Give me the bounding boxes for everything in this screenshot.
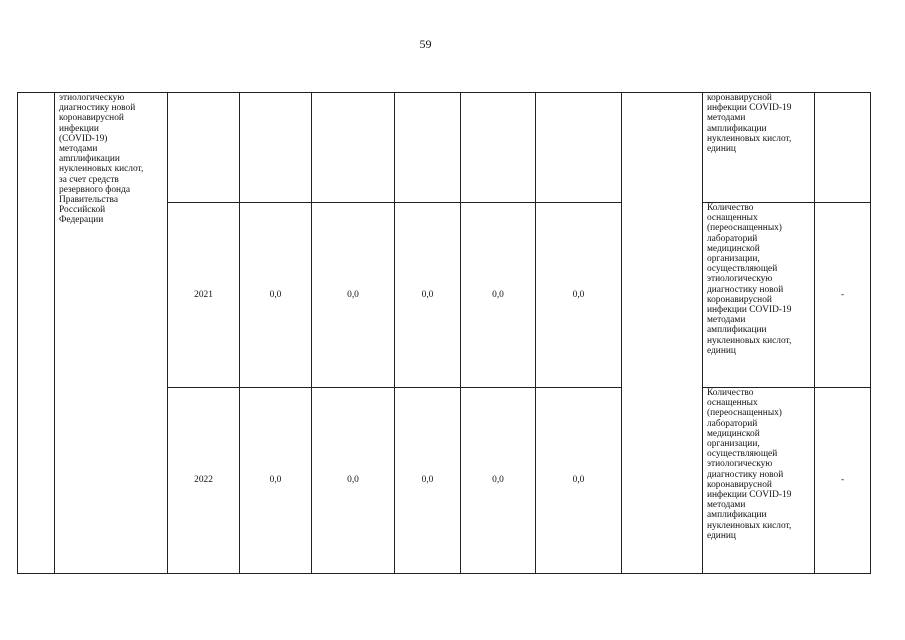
measures-table [17, 92, 871, 574]
value-cell: 0,0 [395, 388, 461, 574]
year-cell: 2021 [168, 203, 240, 388]
value-cell [461, 93, 536, 203]
indicator-text: коронавирусной инфекции COVID-19 методами амплификации нуклеиновых кислот, единиц [707, 93, 792, 155]
value-cell: 0,0 [240, 203, 312, 388]
value-cell [395, 93, 461, 203]
indicator-text: Количество оснащенных (переоснащенных) лабораторий медицинской организации, осуществляющей этиологическую диагностику новой коронавирусной инфекции COVID-19 методами амплификации нуклеиновых кислот, единиц [707, 388, 792, 541]
year-cell: 2022 [168, 388, 240, 574]
page-number: 59 [419, 37, 432, 51]
value-cell: 0,0 [395, 203, 461, 388]
merged-empty-cell [622, 93, 703, 574]
table-row [18, 93, 871, 203]
measure-name-cell [55, 93, 168, 574]
indicator-text: Количество оснащенных (переоснащенных) лабораторий медицинской организации, осуществляющей этиологическую диагностику новой коронавирусной инфекции COVID-19 методами амплификации нуклеиновых кислот, единиц [707, 203, 792, 356]
value-cell: 0,0 [461, 388, 536, 574]
target-cell: - [815, 203, 871, 388]
value-cell [312, 93, 395, 203]
indicator-cell [703, 203, 815, 388]
value-cell [240, 93, 312, 203]
value-cell [536, 93, 622, 203]
value-cell: 0,0 [312, 388, 395, 574]
value-cell: 0,0 [312, 203, 395, 388]
value-cell: 0,0 [461, 203, 536, 388]
target-cell: - [815, 388, 871, 574]
value-cell: 0,0 [240, 388, 312, 574]
target-cell [815, 93, 871, 203]
measure-name: этиологическую диагностику новой коронавирусной инфекции (COVID-19) методами amплификации нуклеиновых кислот, за счет средств резервного фонда Правительства Российской Федерации [59, 93, 144, 226]
value-cell: 0,0 [536, 388, 622, 574]
row-index-cell [18, 93, 55, 574]
indicator-cell [703, 388, 815, 574]
year-cell [168, 93, 240, 203]
indicator-cell [703, 93, 815, 203]
value-cell: 0,0 [536, 203, 622, 388]
